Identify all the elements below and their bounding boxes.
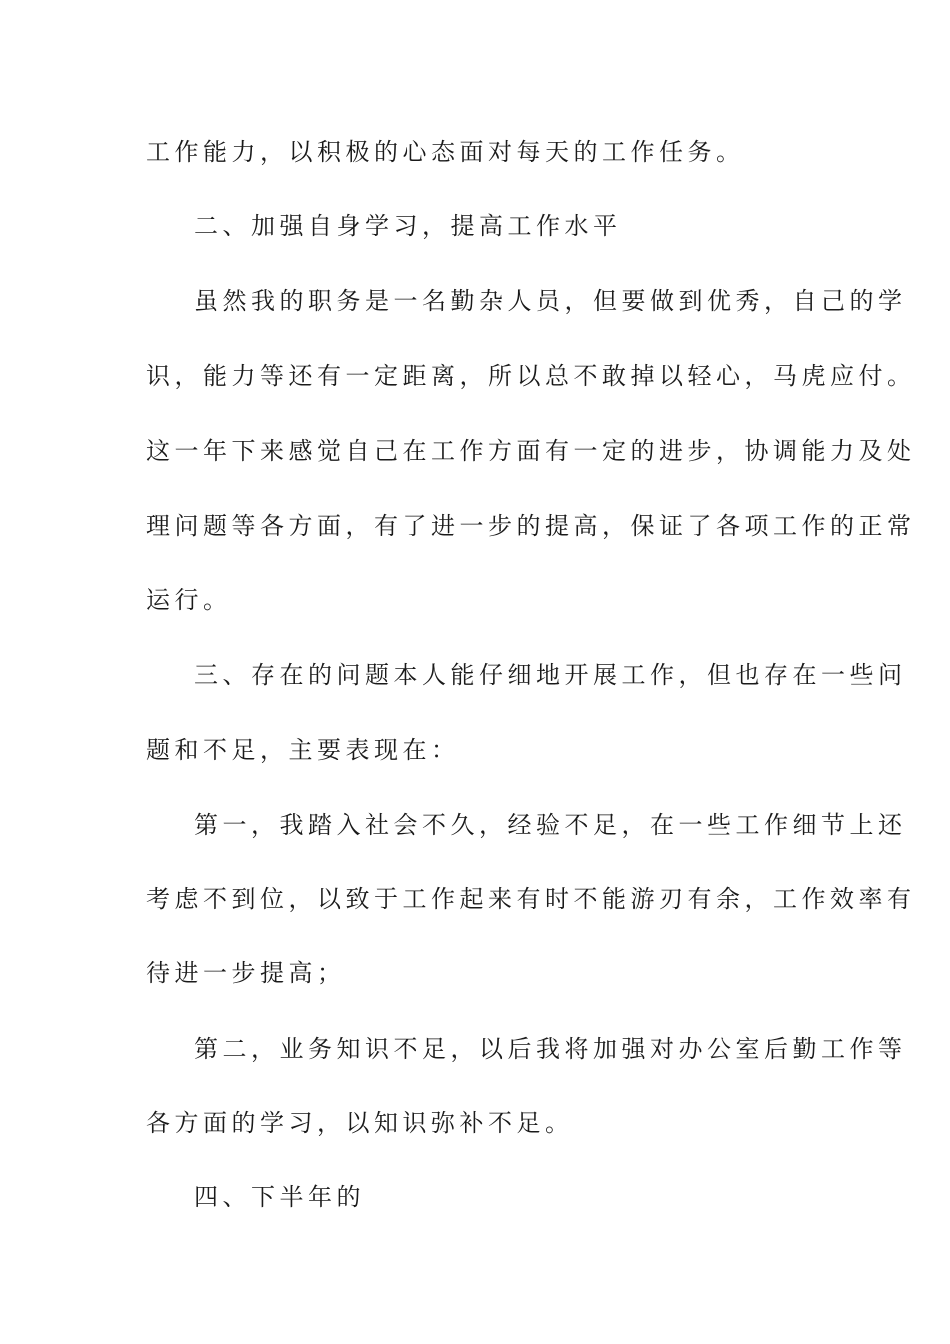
text-line: 识，能力等还有一定距离，所以总不敢掉以轻心，马虎应付。: [146, 362, 916, 390]
text-line: 考虑不到位，以致于工作起来有时不能游刃有余，工作效率有: [146, 885, 916, 913]
text-line: 各方面的学习，以知识弥补不足。: [146, 1109, 574, 1137]
text-line: 待进一步提高；: [146, 959, 346, 987]
section-heading: 二、加强自身学习，提高工作水平: [194, 212, 622, 240]
text-line: 工作能力，以积极的心态面对每天的工作任务。: [146, 138, 745, 166]
text-line: 虽然我的职务是一名勤杂人员，但要做到优秀，自己的学: [194, 287, 907, 315]
text-line: 第一，我踏入社会不久，经验不足，在一些工作细节上还: [194, 811, 907, 839]
text-line: 理问题等各方面，有了进一步的提高，保证了各项工作的正常: [146, 512, 916, 540]
text-line: 这一年下来感觉自己在工作方面有一定的进步，协调能力及处: [146, 437, 916, 465]
text-line: 题和不足，主要表现在：: [146, 736, 460, 764]
section-heading: 三、存在的问题本人能仔细地开展工作，但也存在一些问: [194, 661, 907, 689]
section-heading: 四、下半年的: [194, 1183, 365, 1211]
text-line: 运行。: [146, 586, 232, 614]
text-line: 第二，业务知识不足，以后我将加强对办公室后勤工作等: [194, 1035, 907, 1063]
